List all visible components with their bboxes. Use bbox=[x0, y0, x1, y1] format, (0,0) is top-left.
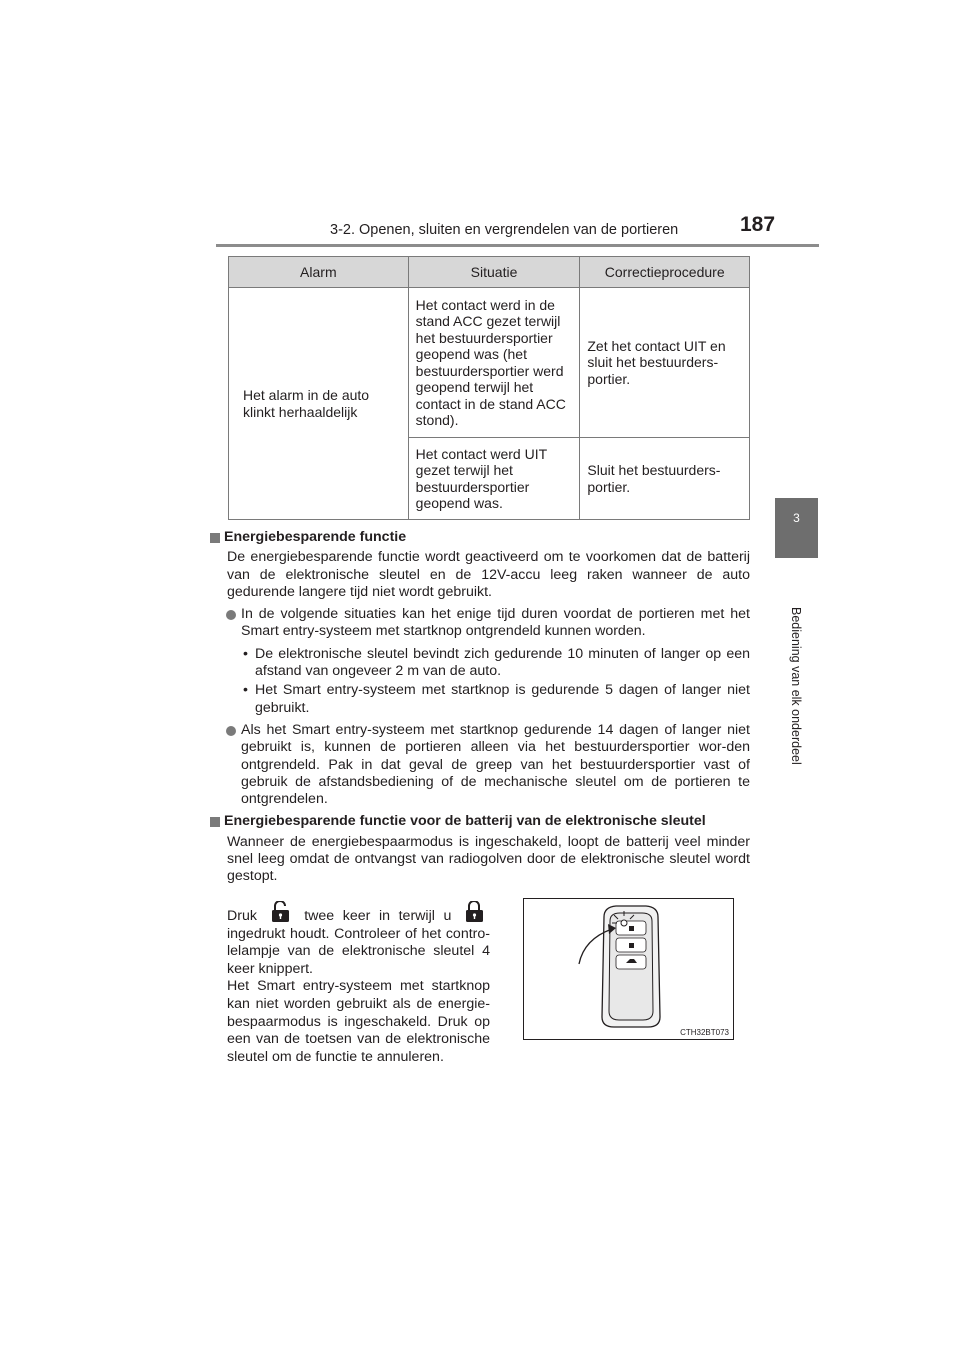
section-heading-text: Energiebesparende functie bbox=[224, 529, 407, 545]
sub-list-item bbox=[210, 682, 750, 717]
procedure-cell: Zet het contact UIT en sluit het bestuurders-portier. bbox=[580, 288, 750, 438]
list-item bbox=[210, 722, 750, 808]
figure-code: CTH32BT073 bbox=[680, 1028, 729, 1037]
unlock-icon bbox=[266, 901, 296, 919]
instruction-part: twee keer in terwijl u bbox=[304, 908, 452, 924]
list-item-text: Als het Smart entry-systeem met startknop gedurende 14 dagen of langer niet gebruikt is, kunnen de portieren alleen via het bestuurdersportier wor-den ontgrendeld. Pak in dat geval de greep van het bestuurdersportier vast of gebruik de afstandsbediening of de mechanische sleutel om de portieren te ontgrendelen. bbox=[241, 721, 750, 808]
chapter-tab: 3 bbox=[775, 498, 818, 558]
body-content bbox=[210, 529, 750, 891]
key-fob-figure bbox=[523, 898, 734, 1040]
list-item-text: In de volgende situaties kan het enige tijd duren voordat de portieren met het Smart entry-systeem met startknop ontgrendeld kunnen worden. bbox=[241, 606, 750, 640]
lock-icon bbox=[460, 901, 490, 919]
header-rule bbox=[216, 244, 819, 247]
circle-bullet-icon bbox=[226, 610, 236, 620]
header-title: 3-2. Openen, sluiten en vergrendelen van de portieren bbox=[330, 222, 679, 238]
instruction-part: Druk bbox=[227, 908, 257, 924]
table-row bbox=[229, 288, 750, 438]
chapter-label: Bediening van elk onderdeel bbox=[789, 607, 803, 765]
instruction-part: Het Smart entry-systeem met startknop kan niet worden gebruikt als de energie-bespaarmodus is ingeschakeld. Druk op een van de toetsen van de elektronische sleutel om de functie te annuleren. bbox=[227, 978, 490, 1065]
instruction-text bbox=[227, 901, 490, 1066]
section-intro: De energiebesparende functie wordt geactiveerd om te voorkomen dat de batterij van de elektronische sleutel en de 12V-accu leeg raken wanneer de auto gedurende langere tijd niet wordt gebruikt. bbox=[227, 549, 750, 600]
procedure-cell: Sluit het bestuurders-portier. bbox=[580, 438, 750, 520]
sub-bullet-marker: • bbox=[243, 682, 248, 699]
instruction-part: ingedrukt houdt. Controleer of het contro-lelampje van de elektronische sleutel 4 keer knippert. bbox=[227, 925, 490, 977]
list-item bbox=[210, 606, 750, 641]
table-header-row bbox=[229, 257, 750, 288]
sub-bullet-marker: • bbox=[243, 645, 248, 662]
situation-cell: Het contact werd in de stand ACC gezet terwijl het bestuurdersportier geopend was (het bestuurdersportier werd geopend terwijl het contact in de stand ACC stond). bbox=[408, 288, 580, 438]
alarm-cell: Het alarm in de auto klinkt herhaaldelijk bbox=[229, 288, 409, 520]
section-heading-text: Energiebesparende functie voor de batterij van de elektronische sleutel bbox=[224, 813, 706, 830]
circle-bullet-icon bbox=[226, 726, 236, 736]
section-heading bbox=[210, 813, 750, 830]
key-fob-illustration bbox=[524, 899, 733, 1039]
page-number: 187 bbox=[740, 213, 776, 236]
section-intro: Wanneer de energiebespaarmodus is ingeschakeld, loopt de batterij veel minder snel leeg omdat de ontvangst van radiogolven door de elektronische sleutel wordt gestopt. bbox=[227, 833, 750, 885]
table-header-alarm: Alarm bbox=[229, 257, 409, 288]
table-header-situation: Situatie bbox=[408, 257, 580, 288]
table-header-procedure: Correctieprocedure bbox=[580, 257, 750, 288]
sub-list-item-text: De elektronische sleutel bevindt zich gedurende 10 minuten of langer op een afstand van ongeveer 2 m van de auto. bbox=[255, 645, 750, 680]
square-bullet-icon bbox=[210, 817, 220, 827]
section-heading bbox=[210, 529, 750, 546]
sub-list-item bbox=[210, 646, 750, 681]
alarm-table bbox=[228, 256, 750, 520]
situation-cell: Het contact werd UIT gezet terwijl het bestuurdersportier geopend was. bbox=[408, 438, 580, 520]
square-bullet-icon bbox=[210, 533, 220, 543]
sub-list-item-text: Het Smart entry-systeem met startknop is gedurende 5 dagen of langer niet gebruikt. bbox=[255, 682, 750, 716]
